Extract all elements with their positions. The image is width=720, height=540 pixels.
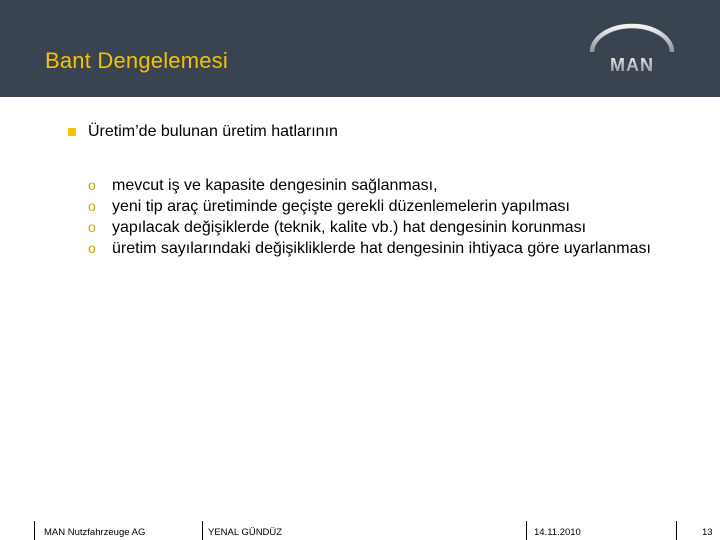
list-item-text: yapılacak değişiklerde (teknik, kalite vb.) hat dengesinin korunması [112,219,587,236]
list-item-text: üretim sayılarındaki değişikliklerde hat dengesinin ihtiyaca göre uyarlanması [112,240,651,257]
main-bullet-text: Üretim’de bulunan üretim hatlarının [88,123,338,140]
main-bullet [68,123,338,141]
list-item-text: mevcut iş ve kapasite dengesinin sağlanması, [112,177,438,194]
footer-divider [526,521,527,540]
square-bullet-icon [68,128,76,136]
footer-page-number: 13 [702,527,713,538]
circle-bullet-icon: o [88,240,96,256]
circle-bullet-icon: o [88,177,96,193]
slide-footer [0,521,720,540]
list-item [88,217,668,238]
footer-divider [34,521,35,540]
list-item [88,175,668,196]
footer-date: 14.11.2010 [534,527,581,538]
slide-header [0,0,720,97]
slide-title: Bant Dengelemesi [45,48,228,73]
footer-divider [676,521,677,540]
list-item [88,196,668,217]
list-item-text: yeni tip araç üretiminde geçişte gerekli düzenlemelerin yapılması [112,198,570,215]
footer-company: MAN Nutzfahrzeuge AG [44,527,146,538]
svg-text:MAN: MAN [610,55,654,75]
list-item [88,238,668,259]
sub-bullet-list [88,175,668,259]
man-logo [584,22,680,78]
footer-author: YENAL GÜNDÜZ [208,527,283,538]
circle-bullet-icon: o [88,219,96,235]
footer-divider [202,521,203,540]
circle-bullet-icon: o [88,198,96,214]
